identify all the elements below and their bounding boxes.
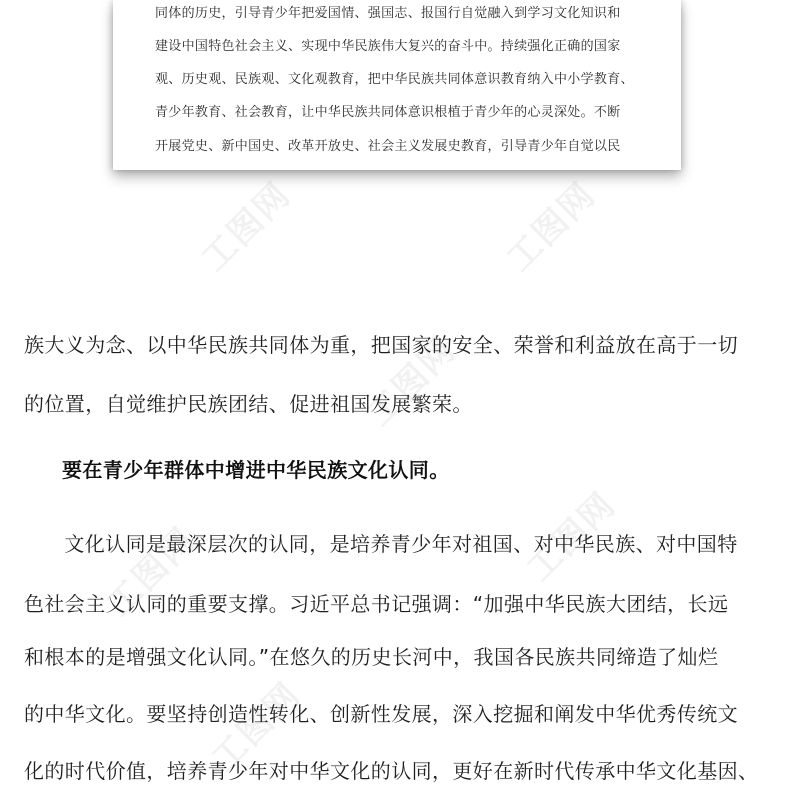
paragraph-line: 的中华文化。要坚持创造性转化、创新性发展，深入挖掘和阐发中华优秀传统文 [24,702,738,726]
card-text-line: 青少年教育、社会教育，让中华民族共同体意识根植于青少年的心灵深处。不断 [155,105,621,120]
section-heading: 要在青少年群体中增进中华民族文化认同。 [62,458,450,482]
card-text-line: 同体的历史，引导青少年把爱国情、强国志、报国行自觉融入到学习文化知识和 [155,6,621,21]
paragraph-line: 化的时代价值，培养青少年对中华文化的认同，更好在新时代传承中华文化基因、 [24,759,759,783]
watermark: 工图网 [99,519,204,625]
watermark: 工图网 [499,174,604,280]
paragraph-line: 和根本的是增强文化认同。”在悠久的历史长河中，我国各民族共同缔造了灿烂 [24,645,719,669]
watermark: 工图网 [204,674,309,780]
watermark: 工图网 [519,484,624,590]
watermark: 工图网 [194,174,299,280]
paragraph-line: 文化认同是最深层次的认同，是培养青少年对祖国、对中华民族、对中国特 [44,532,738,556]
card-text-line: 观、历史观、民族观、文化观教育，把中华民族共同体意识教育纳入中小学教育、 [155,72,634,87]
watermark: 工图网 [359,329,464,435]
card-text-line: 建设中国特色社会主义、实现中华民族伟大复兴的奋斗中。持续强化正确的国家 [155,39,621,54]
paragraph-line: 的位置，自觉维护民族团结、促进祖国发展繁荣。 [24,392,473,416]
document-preview-card [113,0,681,170]
card-text-line: 开展党史、新中国史、改革开放史、社会主义发展史教育，引导青少年自觉以民 [155,139,621,154]
paragraph-line: 族大义为念、以中华民族共同体为重，把国家的安全、荣誉和利益放在高于一切 [24,333,738,357]
paragraph-line: 色社会主义认同的重要支撑。习近平总书记强调：“加强中华民族大团结，长远 [24,592,729,616]
